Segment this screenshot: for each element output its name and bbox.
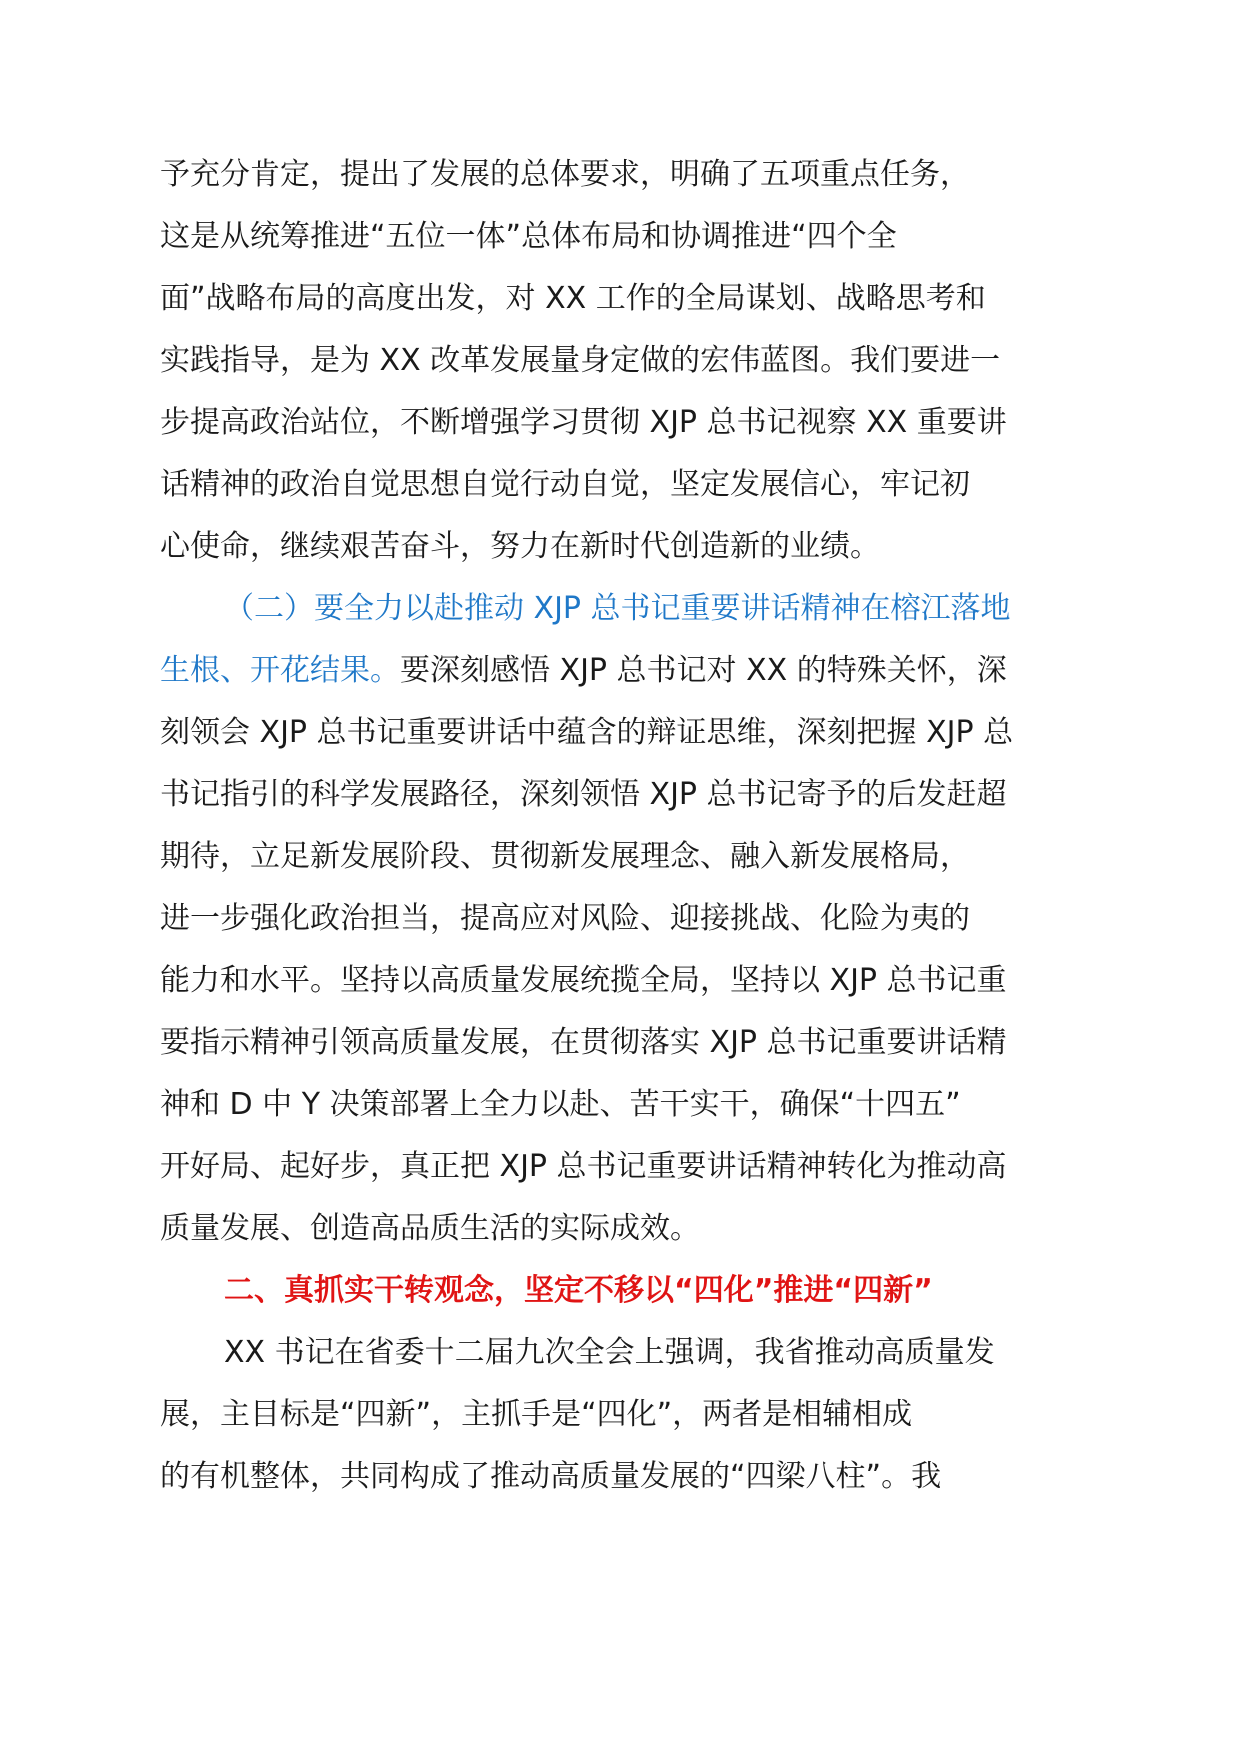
body-text-line: 的有机整体，共同构成了推动高质量发展的“四梁八柱”。我 [160,1459,942,1494]
body-text-line: 开好局、起好步，真正把 XJP 总书记重要讲话精神转化为推动高 [160,1149,1007,1184]
body-text-line: 予充分肯定，提出了发展的总体要求，明确了五项重点任务， [160,157,970,192]
body-text-line: 能力和水平。坚持以高质量发展统揽全局，坚持以 XJP 总书记重 [160,963,1007,998]
body-text-line: 话精神的政治自觉思想自觉行动自觉，坚定发展信心，牢记初 [160,467,970,502]
body-text-segment: 要深刻感悟 XJP 总书记对 XX 的特殊关怀，深 [400,653,1007,688]
body-text-line: 步提高政治站位，不断增强学习贯彻 XJP 总书记视察 XX 重要讲 [160,405,1007,440]
body-text-line: 实践指导，是为 XX 改革发展量身定做的宏伟蓝图。我们要进一 [160,343,1001,378]
body-text-line: 刻领会 XJP 总书记重要讲话中蕴含的辩证思维，深刻把握 XJP 总 [160,715,1014,750]
subsection-heading: （二）要全力以赴推动 XJP 总书记重要讲话精神在榕江落地 [224,591,1011,626]
body-text-line: XX 书记在省委十二届九次全会上强调，我省推动高质量发 [224,1335,995,1370]
body-text-line: 期待，立足新发展阶段、贯彻新发展理念、融入新发展格局， [160,839,970,874]
body-text-line: 要指示精神引领高质量发展，在贯彻落实 XJP 总书记重要讲话精 [160,1025,1007,1060]
body-text-line: 展，主目标是“四新”，主抓手是“四化”，两者是相辅相成 [160,1397,913,1432]
body-text-line: 神和 D 中 Y 决策部署上全力以赴、苦干实干，确保“十四五” [160,1087,961,1122]
body-text-line [160,638,1090,704]
body-text-line: 这是从统筹推进“五位一体”总体布局和协调推进“四个全 [160,219,897,254]
section-heading: 二、真抓实干转观念，坚定不移以“四化”推进“四新” [224,1273,933,1308]
body-text-line: 进一步强化政治担当，提高应对风险、迎接挑战、化险为夷的 [160,901,970,936]
body-text-line: 面”战略布局的高度出发，对 XX 工作的全局谋划、战略思考和 [160,281,986,316]
body-text-line: 书记指引的科学发展路径，深刻领悟 XJP 总书记寄予的后发赶超 [160,777,1007,812]
body-text-line: 质量发展、创造高品质生活的实际成效。 [160,1211,700,1246]
subsection-heading-continued: 生根、开花结果。 [160,653,400,688]
body-text-line: 心使命，继续艰苦奋斗，努力在新时代创造新的业绩。 [160,529,880,564]
